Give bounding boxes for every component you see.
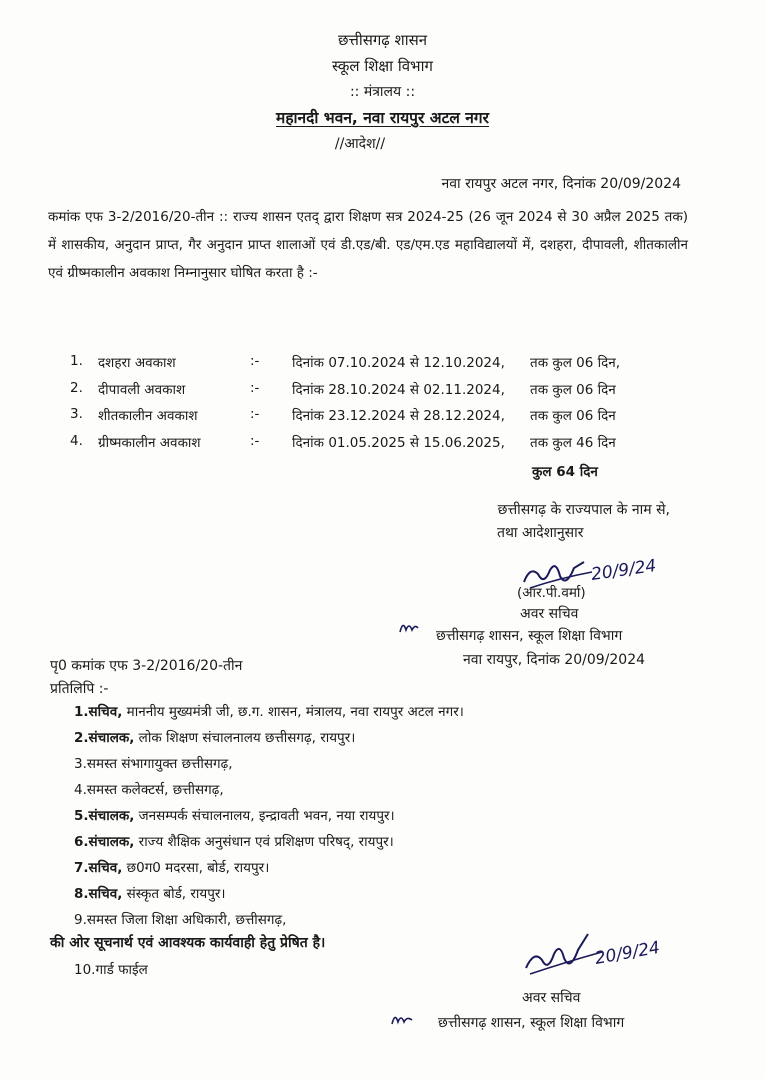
signer-place-date: नवा रायपुर, दिनांक 20/09/2024 <box>463 652 646 668</box>
holiday-dates: दिनांक 01.05.2025 से 15.06.2025, <box>292 435 505 451</box>
list-item: 7.सचिव, छ0ग0 मदरसा, बोर्ड, रायपुर। <box>74 860 270 876</box>
holiday-no: 2. <box>70 380 83 396</box>
list-item: 9.समस्त जिला शिक्षा अधिकारी, छत्तीसगढ़, <box>74 912 287 928</box>
order-line: तथा आदेशानुसार <box>497 525 584 541</box>
holiday-name: शीतकालीन अवकाश <box>98 408 198 424</box>
governor-line: छत्तीसगढ़ के राज्यपाल के नाम से, <box>497 502 670 518</box>
signature-date: 20/9/24 <box>589 556 658 585</box>
office-address: महानदी भवन, नवा रायपुर अटल नगर <box>276 109 489 127</box>
initials-mark <box>390 1010 414 1028</box>
signer-department: छत्तीसगढ़ शासन, स्कूल शिक्षा विभाग <box>436 628 623 644</box>
guard-file: 10.गार्ड फाईल <box>74 962 148 978</box>
holiday-sep: :- <box>250 433 260 449</box>
holiday-total: तक कुल 06 दिन <box>530 408 616 424</box>
order-heading: //आदेश// <box>334 136 386 152</box>
order-text: कमांक एफ 3-2/2016/20-तीन :: राज्य शासन एतद् द्वारा शिक्षण सत्र 2024-25 (26 जून 2024 से 30 अप्रैल 2025 तक) में शासकीय, अनुदान प्राप्त, गैर अनुदान प्राप्त शालाओं एवं डी.एड/बी. एड/एम.एड महाविद्यालयों में, दशहरा, दीपावली, शीतकालीन एवं ग्रीष्मकालीन अवकाश निम्नानुसार घोषित करता है :- <box>48 209 688 281</box>
holiday-name: दशहरा अवकाश <box>98 355 176 371</box>
holiday-sep: :- <box>250 353 260 369</box>
department-name: स्कूल शिक्षा विभाग <box>332 57 433 75</box>
signer-name: (आर.पी.वर्मा) <box>517 585 586 601</box>
endorsement-ref: पृ0 कमांक एफ 3-2/2016/20-तीन <box>50 658 243 674</box>
list-item: 6.संचालक, राज्य शैक्षिक अनुसंधान एवं प्रशिक्षण परिषद्, रायपुर। <box>74 834 394 850</box>
govt-name: छत्तीसगढ़ शासन <box>337 31 428 49</box>
list-item: 4.समस्त कलेक्टर्स, छत्तीसगढ़, <box>74 782 224 798</box>
holiday-total: तक कुल 46 दिन <box>530 435 616 451</box>
holiday-name: दीपावली अवकाश <box>98 382 186 398</box>
holiday-no: 3. <box>70 406 83 422</box>
signature-1 <box>520 552 680 600</box>
list-item: 3.समस्त संभागायुक्त छत्तीसगढ़, <box>74 756 233 772</box>
holiday-dates: दिनांक 23.12.2024 से 28.12.2024, <box>292 408 505 424</box>
endorsement-designation: अवर सचिव <box>522 990 581 1006</box>
list-item: 1.सचिव, माननीय मुख्यमंत्री जी, छ.ग. शासन, मंत्रालय, नवा रायपुर अटल नगर। <box>74 704 464 720</box>
signature-2 <box>522 928 682 986</box>
initials-mark <box>398 618 420 636</box>
holiday-dates: दिनांक 28.10.2024 से 02.11.2024, <box>292 382 505 398</box>
copy-heading: प्रतिलिपि :- <box>50 681 109 697</box>
grand-total: कुल 64 दिन <box>532 464 598 480</box>
closing-line: की ओर सूचनार्थ एवं आवश्यक कार्यवाही हेतु प्रेषित है। <box>50 935 326 951</box>
holiday-no: 4. <box>70 433 83 449</box>
place-date: नवा रायपुर अटल नगर, दिनांक 20/09/2024 <box>441 176 681 192</box>
holiday-dates: दिनांक 07.10.2024 से 12.10.2024, <box>292 355 505 371</box>
list-item: 8.सचिव, संस्कृत बोर्ड, रायपुर। <box>74 886 226 902</box>
list-item: 5.संचालक, जनसम्पर्क संचालनालय, इन्द्रावती भवन, नया रायपुर। <box>74 808 395 824</box>
endorsement-department: छत्तीसगढ़ शासन, स्कूल शिक्षा विभाग <box>438 1015 625 1031</box>
holiday-no: 1. <box>70 353 83 369</box>
holiday-sep: :- <box>250 406 260 422</box>
signer-designation: अवर सचिव <box>520 606 579 622</box>
ministry-label: :: मंत्रालय :: <box>349 84 416 100</box>
signature-date: 20/9/24 <box>593 937 662 969</box>
list-item: 2.संचालक, लोक शिक्षण संचालनालय छत्तीसगढ़, रायपुर। <box>74 730 356 746</box>
holiday-sep: :- <box>250 380 260 396</box>
holiday-total: तक कुल 06 दिन, <box>530 355 621 371</box>
holiday-total: तक कुल 06 दिन <box>530 382 616 398</box>
holiday-name: ग्रीष्मकालीन अवकाश <box>98 435 201 451</box>
